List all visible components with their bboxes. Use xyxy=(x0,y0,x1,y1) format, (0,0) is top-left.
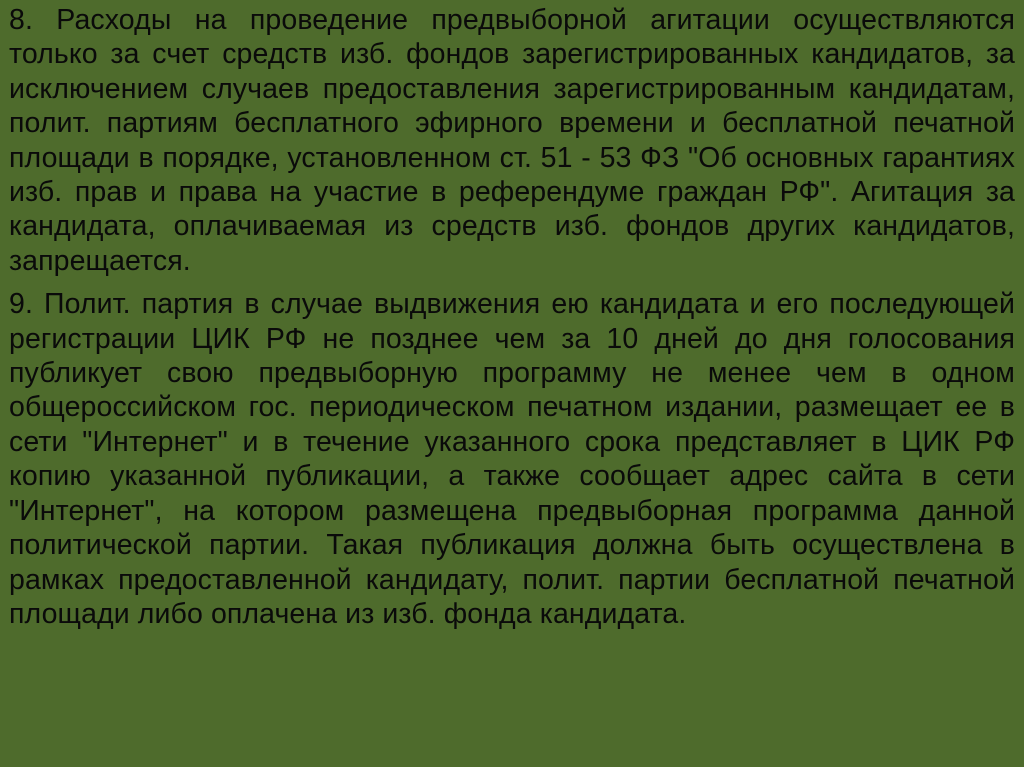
paragraph-9: 9. Полит. партия в случае выдвижения ею кандидата и его последующей регистрации ЦИК РФ не позднее чем за 10 дней до дня голосования публикует свою предвыборную программу не менее чем в одном общероссийском гос. периодическом печатном издании, размещает ее в сети "Интернет" и в течение указанного срока представляет в ЦИК РФ копию указанной публикации, а также сообщает адрес сайта в сети "Интернет", на котором размещена предвыборная программа данной политической партии. Такая публикация должна быть осуществлена в рамках предоставленной кандидату, полит. партии бесплатной печатной площади либо оплачена из изб. фонда кандидата. xyxy=(9,288,1015,630)
paragraph-8: 8. Расходы на проведение предвыборной агитации осуществляются только за счет средств изб. фондов зарегистрированных кандидатов, за исключением случаев предоставления зарегистрированным кандидатам, полит. партиям бесплатного эфирного времени и бесплатной печатной площади в порядке, установленном ст. 51 - 53 ФЗ "Об основных гарантиях изб. прав и права на участие в референдуме граждан РФ". Агитация за кандидата, оплачиваемая из средств изб. фондов других кандидатов, запрещается. xyxy=(9,4,1015,277)
slide-text-body xyxy=(9,3,1015,640)
